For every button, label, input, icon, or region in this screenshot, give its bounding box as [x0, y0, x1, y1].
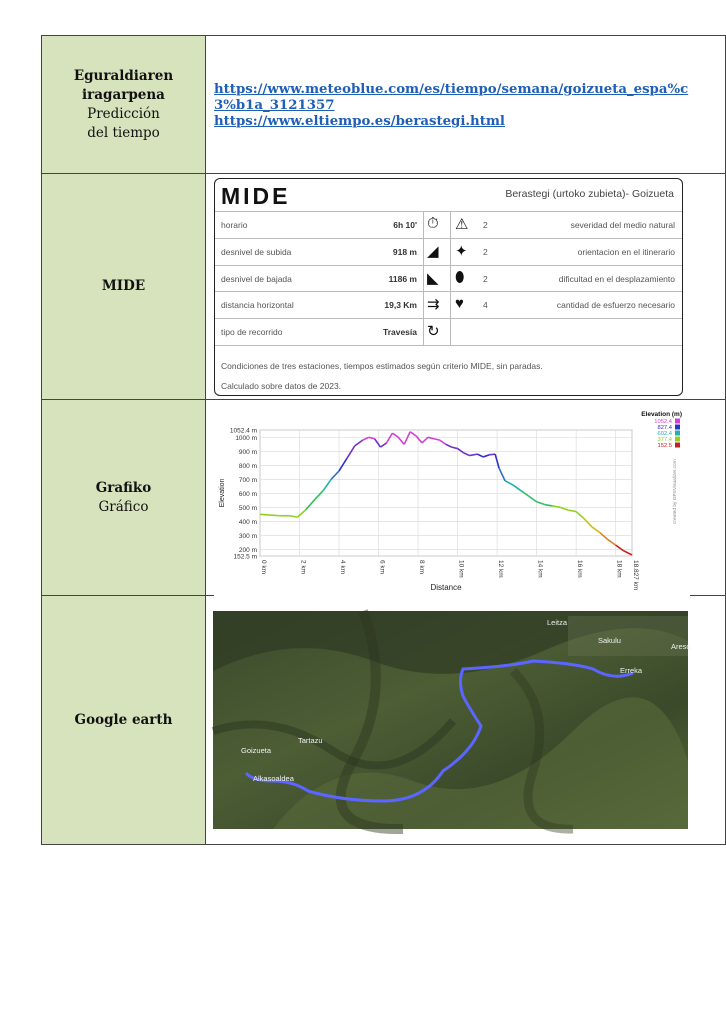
- x-tick-label: 4 km: [339, 560, 347, 575]
- x-tick-label: 16 km: [576, 560, 584, 578]
- mide-row-score: 2: [483, 220, 488, 230]
- map-place-label: Tartazu: [298, 736, 323, 745]
- mide-notes: [221, 356, 543, 396]
- graph-cell: [206, 400, 726, 596]
- mide-row: [215, 318, 682, 345]
- graph-label-basque: Grafiko: [95, 479, 152, 496]
- mide-row-value: 6h 10': [393, 220, 417, 230]
- x-tick-label: 12 km: [497, 560, 505, 578]
- mide-row-criterion: dificultad en el desplazamiento: [558, 273, 675, 284]
- elevation-segment: [260, 514, 270, 515]
- x-tick-label: 10 km: [457, 560, 465, 578]
- x-tick-label: 0 km: [260, 560, 267, 575]
- mide-note-conditions: Condiciones de tres estaciones, tiempos estimados según criterio MIDE, sin paradas.: [221, 361, 543, 371]
- legend-swatch: [675, 443, 680, 448]
- weather-label-spanish: Predicción del tiempo: [87, 105, 160, 141]
- x-tick-label: 6 km: [378, 560, 386, 575]
- document-table: [41, 35, 725, 846]
- clock-icon: ⏱: [427, 215, 439, 232]
- legend-title: Elevation (m): [641, 411, 682, 418]
- legend-swatch: [675, 425, 680, 430]
- graph-label-cell: [42, 400, 206, 596]
- y-tick-label: 1000 m: [235, 434, 257, 442]
- uphill-icon: ◢: [427, 242, 439, 260]
- y-tick-label: 500 m: [238, 504, 257, 512]
- map-place-label: Goizueta: [241, 746, 272, 755]
- mide-row-value: 1186 m: [388, 273, 417, 284]
- legend-swatch: [675, 437, 680, 442]
- x-tick-label: 2 km: [299, 560, 307, 575]
- y-tick-label: 800 m: [238, 462, 257, 470]
- map-place-label: Erreka: [620, 666, 643, 675]
- legend-entry: 602.4: [657, 431, 672, 437]
- mide-row-score: 4: [483, 300, 488, 311]
- elevation-chart: [214, 406, 690, 596]
- mide-row-value: Travesía: [382, 327, 417, 338]
- orientation-icon: ✦: [455, 242, 468, 260]
- x-tick-label: 18.827 km: [632, 560, 639, 591]
- eltiempo-link[interactable]: https://www.eltiempo.es/berastegi.html: [214, 114, 505, 129]
- y-tick-label: 200 m: [238, 546, 257, 554]
- legend-swatch: [675, 431, 680, 436]
- legend-entry: 827.4: [657, 425, 672, 431]
- mide-row-value: 918 m: [392, 246, 417, 257]
- y-tick-label: 700 m: [238, 476, 257, 484]
- x-axis-label: Distance: [430, 583, 462, 592]
- weather-label-basque: Eguraldiaren iragarpena: [73, 67, 174, 103]
- map-place-label: Alkasoaldea: [253, 774, 294, 783]
- mide-note-data-year: Calculado sobre datos de 2023.: [221, 381, 342, 391]
- google-earth-image: [213, 611, 691, 829]
- map-place-label: Sakulu: [598, 636, 621, 645]
- downhill-icon: ◣: [427, 269, 439, 287]
- y-tick-label: 400 m: [238, 518, 257, 526]
- y-tick-label: 152.5 m: [233, 553, 257, 561]
- y-tick-label: 900 m: [238, 448, 257, 456]
- mide-row-label: tipo de recorrido: [221, 327, 283, 338]
- map-place-label: Areso: [671, 642, 691, 651]
- mide-row-score: 2: [483, 273, 488, 284]
- y-tick-label: 1052.4 m: [229, 427, 257, 435]
- legend-swatch: [675, 419, 680, 424]
- legend-entry: 152.5: [657, 443, 672, 449]
- mide-row-criterion: orientacion en el itinerario: [577, 246, 675, 257]
- graph-label-spanish: Gráfico: [98, 498, 149, 515]
- mide-row: [215, 238, 682, 265]
- mide-logo: MIDE: [221, 183, 291, 209]
- mide-row-score: 2: [483, 246, 488, 257]
- earth-label-cell: [42, 596, 206, 845]
- mide-row: [215, 211, 682, 238]
- route-type-icon: ↻: [427, 323, 440, 341]
- map-place-label: Leitza: [547, 618, 568, 627]
- mide-row-value: 19,3 Km: [384, 300, 417, 311]
- x-tick-label: 14 km: [536, 560, 544, 578]
- effort-icon: ♥: [455, 295, 464, 313]
- mide-row-label: horario: [221, 220, 248, 230]
- distance-icon: ⇉: [427, 296, 440, 314]
- warning-icon: ⚠: [455, 216, 469, 233]
- mide-row: [215, 291, 682, 318]
- mide-card: [214, 178, 683, 396]
- footprint-icon: ⬮: [455, 268, 465, 286]
- mide-row-label: desnivel de subida: [221, 246, 292, 257]
- x-tick-label: 18 km: [615, 560, 623, 578]
- x-tick-label: 8 km: [418, 560, 426, 575]
- y-tick-label: 300 m: [238, 532, 257, 540]
- mide-label: MIDE: [101, 278, 146, 294]
- elevation-segment: [270, 515, 280, 516]
- mide-row-criterion: cantidad de esfuerzo necesario: [556, 300, 675, 311]
- legend-entry: 1052.4: [654, 419, 672, 425]
- mide-row-label: desnivel de bajada: [221, 273, 292, 284]
- mide-row-label: distancia horizontal: [221, 300, 294, 311]
- mide-cell: [206, 174, 726, 400]
- weather-links-cell: [206, 36, 726, 174]
- meteoblue-link[interactable]: https://www.meteoblue.com/es/tiempo/semana/goizueta_espa%c3%b1a_3121357: [214, 82, 689, 113]
- chart-credit: created by GPSVisualizer.com: [673, 459, 678, 524]
- legend-entry: 377.4: [657, 437, 672, 443]
- earth-cell: [206, 596, 726, 845]
- y-tick-label: 600 m: [238, 490, 257, 498]
- earth-label: Google earth: [74, 711, 173, 728]
- y-axis-label: Elevation: [219, 478, 226, 508]
- mide-label-cell: [42, 174, 206, 400]
- elevation-segment: [489, 454, 495, 455]
- weather-label-cell: [42, 36, 206, 174]
- mide-row: [215, 265, 682, 292]
- mide-route-name: Berastegi (urtoko zubieta)- Goizueta: [505, 188, 674, 200]
- mide-row-criterion: severidad del medio natural: [570, 220, 675, 230]
